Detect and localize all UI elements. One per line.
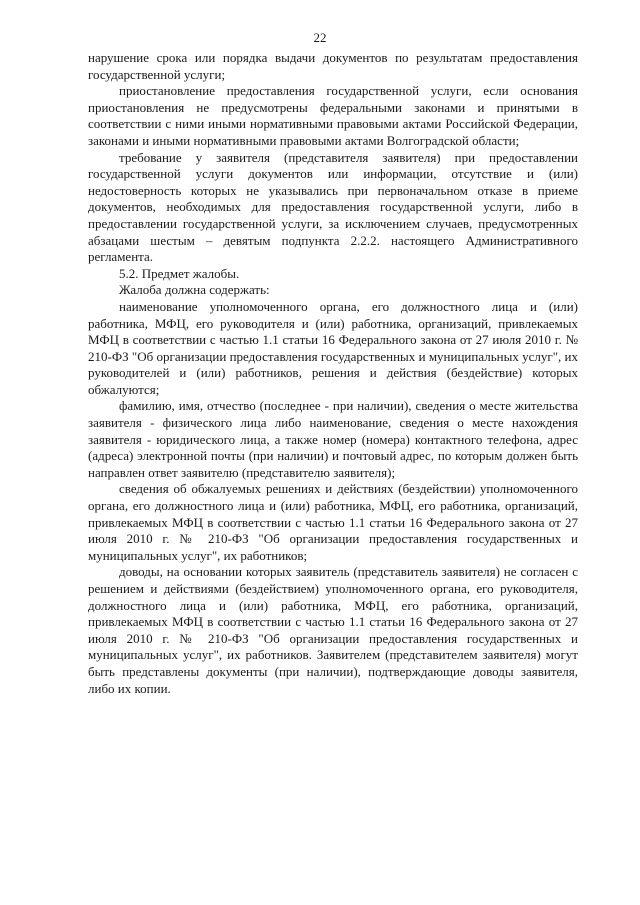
page-number: 22	[313, 30, 327, 45]
document-body	[88, 50, 578, 697]
paragraph-appealed-decisions: сведения об обжалуемых решениях и действиях (бездействии) уполномоченного органа, его должностного лица и (или) работника, МФЦ, его работника, организаций, привлекаемых МФЦ в соответствии с частью 1.1 статьи 16 Федерального закона от 27 июля 2010 г. № 210-ФЗ "Об организации предоставления государственных и муниципальных услуг", их работников;	[88, 481, 578, 563]
paragraph-authority-name: наименование уполномоченного органа, его должностного лица и (или) работника, МФЦ, его руководителя и (или) работника, организаций, привлекаемых МФЦ в соответствии с частью 1.1 статьи 16 Федерального закона от 27 июля 2010 г. № 210-ФЗ "Об организации предоставления государственных и муниципальных услуг", их руководителей и (или) работников, решения и действия (бездействие) которых обжалуются;	[88, 298, 578, 397]
paragraph-requirement: требование у заявителя (представителя заявителя) при предоставлении государственной услуги документов или информации, отсутствие и (или) недостоверность которых не указывались при первоначальном отказе в приеме документов, необходимых для предоставления государственной услуги, либо в предоставлении государственной услуги, за исключением случаев, предусмотренных абзацами шестым – девятым подпункта 2.2.2. настоящего Административного регламента.	[88, 149, 578, 265]
paragraph-arguments: доводы, на основании которых заявитель (представитель заявителя) не согласен с решением и действиями (бездействием) уполномоченного органа, его руководителя, должностного лица и (или) работника, МФЦ, его работника, организаций, привлекаемых МФЦ в соответствии с частью 1.1 статьи 16 Федерального закона от 27 июля 2010 г. № 210-ФЗ "Об организации предоставления государственных и муниципальных услуг", их работников. Заявителем (представителем заявителя) могут быть представлены документы (при наличии), подтверждающие доводы заявителя, либо их копии.	[88, 564, 578, 696]
section-heading-5-2: 5.2. Предмет жалобы.	[119, 265, 240, 281]
paragraph-suspension: приостановление предоставления государственной услуги, если основания приостановления не предусмотрены федеральными законами и принятыми в соответствии с ними иными нормативными правовыми актами Российской Федерации, законами и иными нормативными правовыми актами Волгоградской области;	[88, 83, 578, 148]
paragraph-violation-of-deadline: нарушение срока или порядка выдачи документов по результатам предоставления государственной услуги;	[88, 50, 578, 82]
paragraph-applicant-details: фамилию, имя, отчество (последнее - при наличии), сведения о месте жительства заявителя - физического лица либо наименование, сведения о месте нахождения заявителя - юридического лица, а также номер (номера) контактного телефона, адрес (адреса) электронной почты (при наличии) и почтовый адрес, по которым должен быть направлен ответ заявителю (представителю заявителя);	[88, 398, 578, 480]
paragraph-complaint-must-contain: Жалоба должна содержать:	[119, 282, 270, 298]
